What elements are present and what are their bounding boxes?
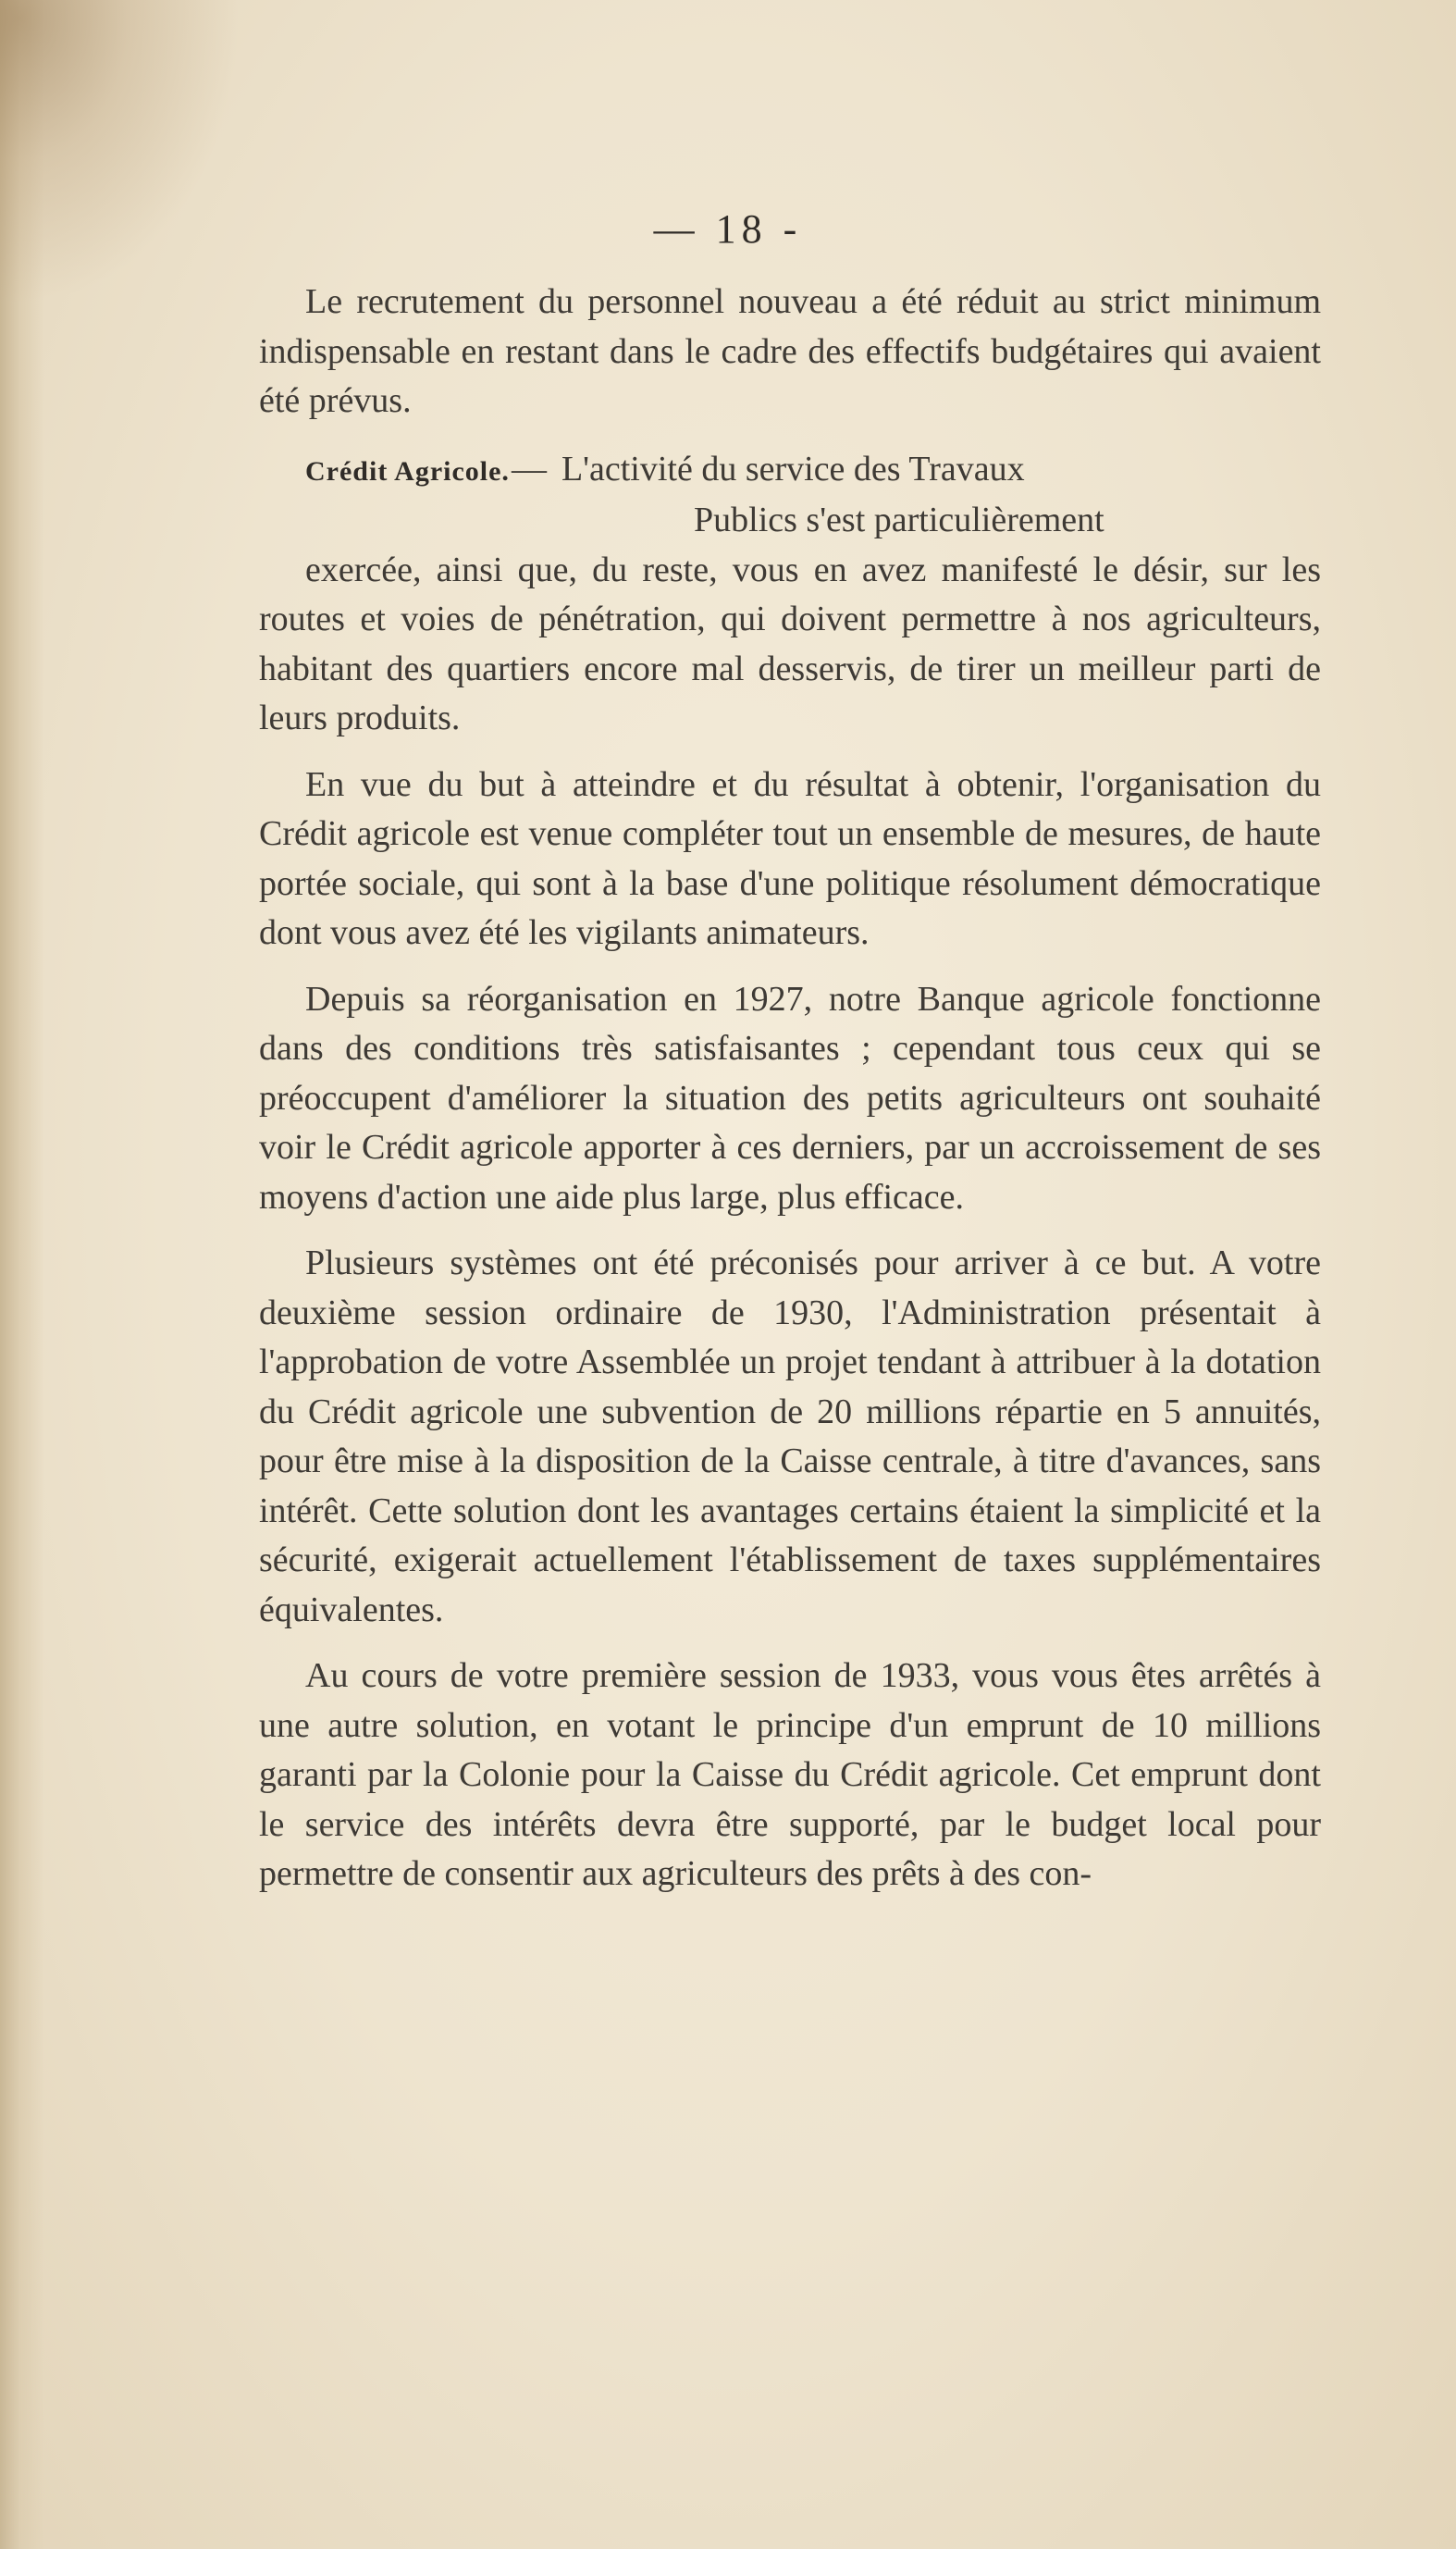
page-number: — 18 -	[653, 206, 803, 252]
paragraph-4: Depuis sa réorganisation en 1927, notre Banque agricole fonctionne dans des conditions très satisfaisantes ; cependant tous ceux qui se préoccupent d'améliorer la situation des petits agriculteurs ont souhaité voir le Crédit agricole apporter à ces derniers, par un accroissement de ses moyens d'action une aide plus large, plus efficace.	[259, 979, 1321, 1217]
section-line-2: Publics s'est particulièrement	[694, 501, 1104, 539]
section-credit-agricole	[259, 445, 1321, 744]
page-edge-shadow	[0, 0, 44, 2549]
section-first-line	[259, 445, 1321, 497]
section-line-1: L'activité du service des Travaux	[561, 449, 1025, 489]
section-heading: Crédit Agricole.	[305, 455, 510, 487]
corner-stain	[0, 0, 241, 305]
body-text	[259, 278, 1321, 1899]
paragraph-6: Au cours de votre première session de 1933, vous vous êtes arrêtés à une autre solution, en votant le principe d'un emprunt de 10 millions garanti par la Colonie pour la Caisse du Crédit agricole. Cet emprunt dont le service des intérêts devra être supporté, par le budget local pour permettre de consentir aux agriculteurs des prêts à des con-	[259, 1656, 1321, 1893]
paragraph-5: Plusieurs systèmes ont été préconisés pour arriver à ce but. A votre deuxième session ordinaire de 1930, l'Administration présentait à l'approbation de votre Assemblée un projet tendant à attribuer à la dotation du Crédit agricole une subvention de 20 millions répartie en 5 annuités, pour être mise à la disposition de la Caisse centrale, à titre d'avances, sans intérêt. Cette solution dont les avantages certains étaient la simplicité et la sécurité, exigerait actuellement l'établissement de taxes supplémentaires équivalentes.	[259, 1244, 1321, 1629]
paragraph-1: Le recrutement du personnel nouveau a été réduit au strict minimum indispensable en restant dans le cadre des effectifs budgétaires qui avaient été prévus.	[259, 282, 1321, 420]
section-dash: —	[511, 449, 547, 489]
paragraph-3: En vue du but à atteindre et du résultat à obtenir, l'organisation du Crédit agricole est venue compléter tout un ensemble de mesures, de haute portée sociale, qui sont à la base d'une politique résolument démocratique dont vous avez été les vigilants animateurs.	[259, 764, 1321, 952]
section-rest: exercée, ainsi que, du reste, vous en avez manifesté le désir, sur les routes et voies de pénétration, qui doivent permettre à nos agriculteurs, habitant des quartiers encore mal desservis, de tirer un meilleur parti de leurs produits.	[259, 550, 1321, 737]
